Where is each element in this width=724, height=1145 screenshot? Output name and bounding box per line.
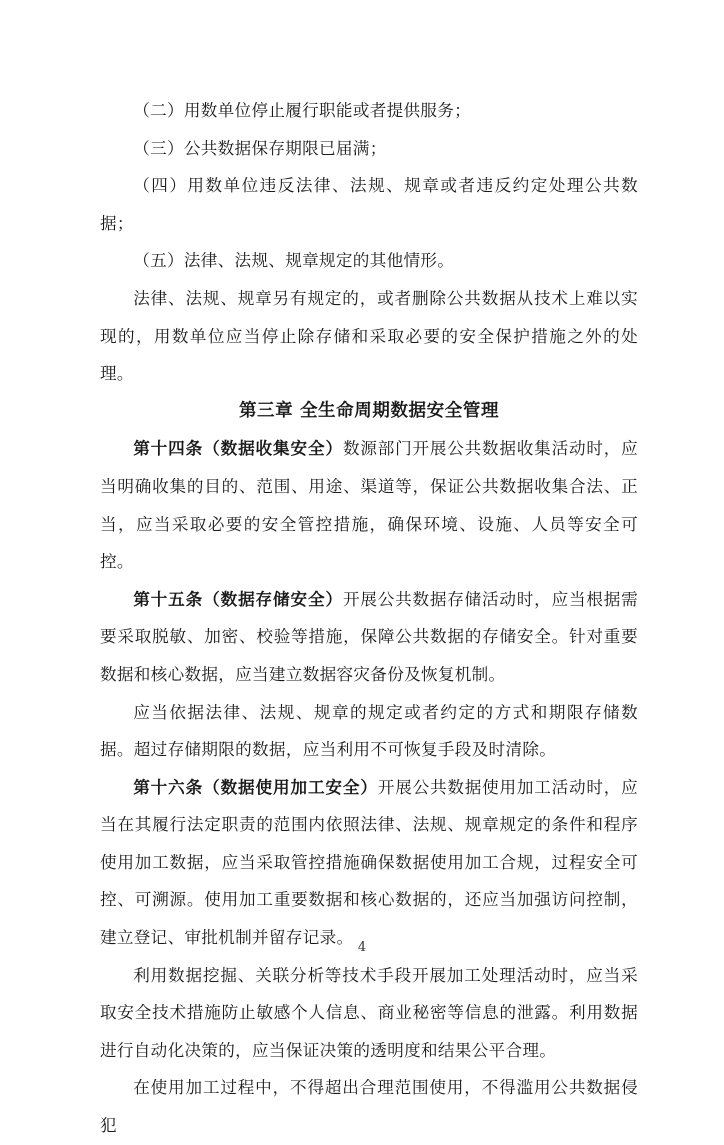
article-heading: 第十四条（数据收集安全） bbox=[133, 439, 343, 459]
chapter-title: 第三章 全生命周期数据安全管理 bbox=[238, 400, 500, 421]
article-text: 开展公共数据存储活动时，应当根据需要采取脱敏、加密、校验等措施，保障公共数据的存储安全。针对重要数据和核心数据，应当建立数据容灾备份及恢复机制。 bbox=[100, 589, 638, 684]
article-text: 数源部门开展公共数据收集活动时，应当明确收集的目的、范围、用途、渠道等，保证公共数据收集合法、正当，应当采取必要的安全管控措施，确保环境、设施、人员等安全可控。 bbox=[100, 439, 638, 572]
article-heading: 第十六条（数据使用加工安全） bbox=[133, 777, 378, 797]
article-16-paragraph bbox=[100, 769, 638, 957]
article-15-paragraph bbox=[100, 581, 638, 694]
list-item: （三）公共数据保存期限已届满； bbox=[133, 138, 387, 158]
list-item: （五）法律、法规、规章规定的其他情形。 bbox=[133, 251, 455, 271]
article-text: 开展公共数据使用加工活动时，应当在其履行法定职责的范围内依照法律、法规、规章规定的条件和程序使用加工数据，应当采取管控措施确保数据使用加工合规，过程安全可控、可溯源。使用加工重要数据和核心数据的，还应当加强访问控制，建立登记、审批机制并留存记录。 bbox=[100, 777, 638, 948]
closing-paragraph: 法律、法规、规章另有规定的，或者删除公共数据从技术上难以实现的，用数单位应当停止除存储和采取必要的安全保护措施之外的处理。 bbox=[100, 288, 638, 384]
article-14-paragraph bbox=[100, 430, 638, 580]
page-content bbox=[100, 92, 638, 1145]
article-16-paragraph-2: 利用数据挖掘、关联分析等技术手段开展加工处理活动时，应当采取安全技术措施防止敏感个人信息、商业秘密等信息的泄露。利用数据进行自动化决策的，应当保证决策的透明度和结果公平合理。 bbox=[100, 965, 638, 1060]
list-item: （二）用数单位停止履行职能或者提供服务； bbox=[133, 101, 472, 120]
page-number: 4 bbox=[357, 940, 367, 955]
list-item: （四）用数单位违反法律、法规、规章或者违反约定处理公共数据； bbox=[100, 176, 638, 233]
article-heading: 第十五条（数据存储安全） bbox=[133, 589, 343, 609]
article-15-paragraph-2: 应当依据法律、法规、规章的规定或者约定的方式和期限存储数据。超过存储期限的数据，应当利用不可恢复手段及时清除。 bbox=[100, 702, 638, 760]
article-16-paragraph-3: 在使用加工过程中，不得超出合理范围使用，不得滥用公共数据侵犯 bbox=[100, 1078, 638, 1136]
